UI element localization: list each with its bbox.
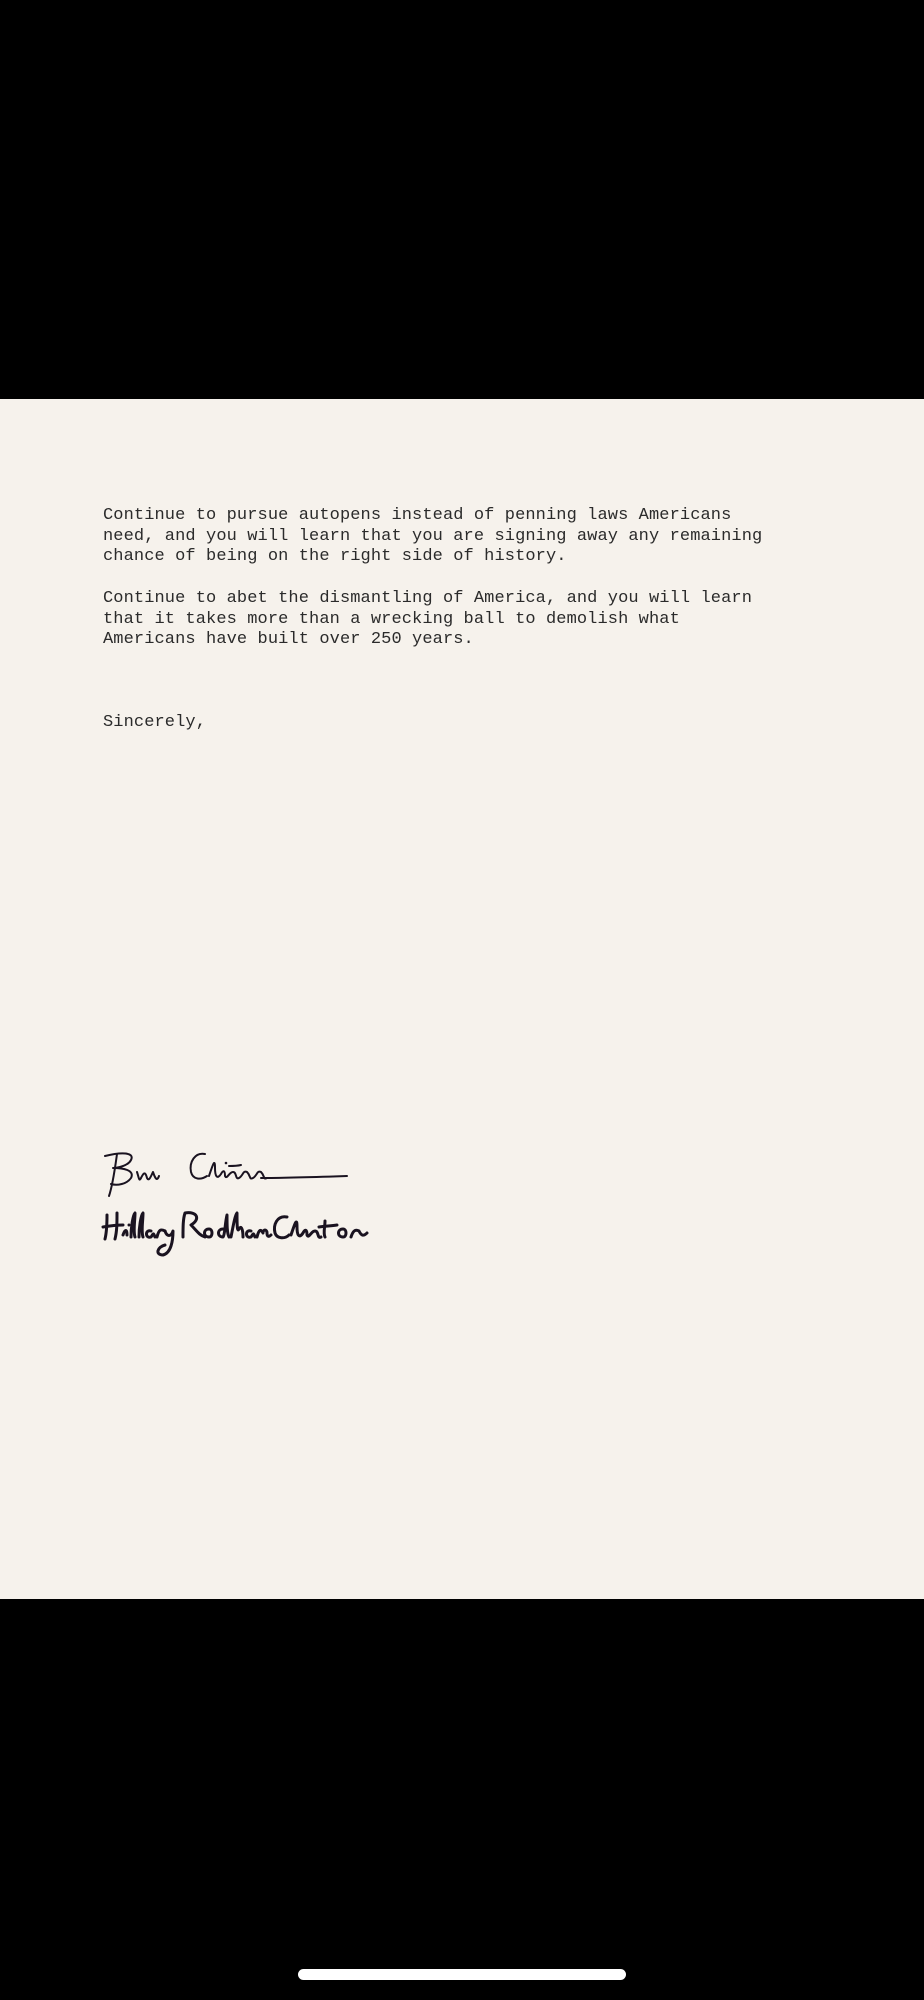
letter-body [103, 506, 843, 754]
letter-paragraph-1: Continue to pursue autopens instead of penning laws Americans need, and you will learn that you are signing away any remaining chance of being on the right side of history. [103, 506, 763, 567]
letter-page [0, 399, 924, 1599]
letter-closing: Sincerely, [103, 712, 207, 732]
home-indicator-bar[interactable] [298, 1969, 626, 1980]
signature-bill-clinton [101, 1148, 351, 1206]
letter-paragraph-2: Continue to abet the dismantling of America, and you will learn that it takes more than a wrecking ball to demolish what Americans have built over 250 years. [103, 588, 753, 650]
signature-hillary-rodham-clinton [101, 1207, 371, 1267]
